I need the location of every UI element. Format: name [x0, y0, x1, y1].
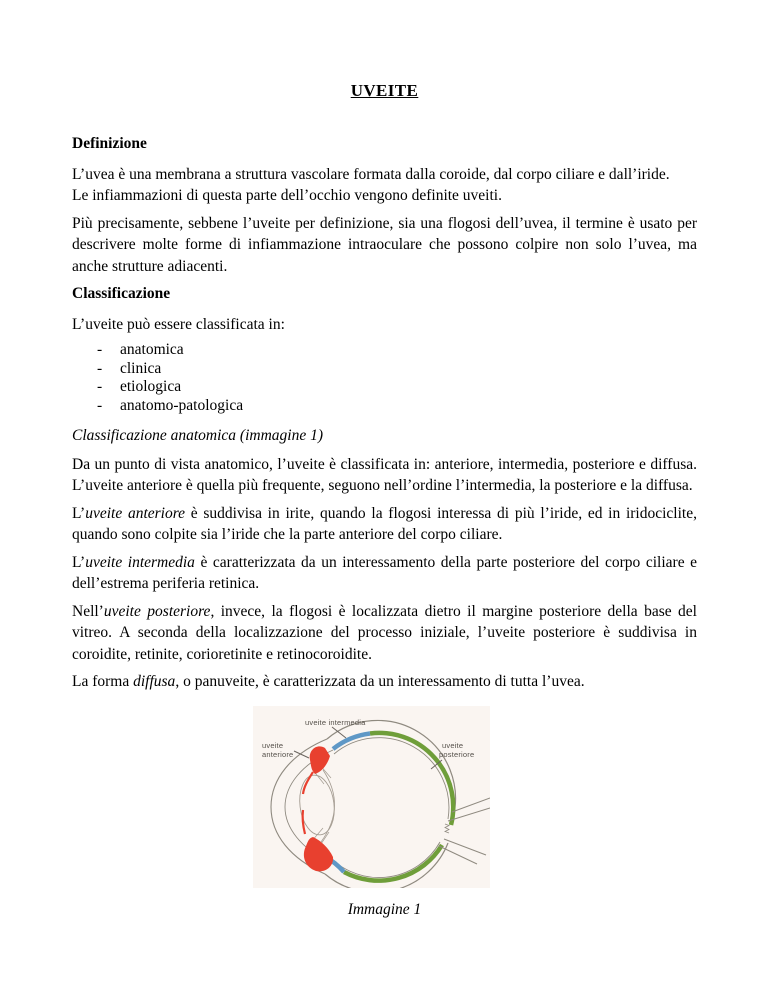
label-uveite-posteriore-line2: posteriore — [439, 749, 475, 759]
list-item-label: clinica — [120, 359, 162, 377]
label-uveite-anteriore-line2: anteriore — [262, 749, 294, 759]
paragraph-uveite-intermedia: L’uveite intermedia è caratterizzata da un interessamento della parte posteriore del corpo ciliare e dell’estrema periferia retinica. — [72, 553, 698, 592]
label-uveite-anteriore-line1: uveite — [262, 740, 284, 750]
vitreous-face — [321, 770, 335, 842]
paragraph-uveite-anteriore: L’uveite anteriore è suddivisa in irite, quando la flogosi interessa di più l’iride, ed in iridociclite, quando sono colpite sia l’iride che la parte anteriore del corpo ciliare. — [72, 504, 697, 543]
list-dash: - — [97, 396, 103, 414]
paragraph-classificazione-intro: L’uveite può essere classificata in: — [72, 315, 285, 333]
heading-classificazione: Classificazione — [72, 285, 171, 302]
paragraph-uveite-posteriore: Nell’uveite posteriore, invece, la flogosi è localizzata dietro il margine posteriore della base del vitreo. A seconda della localizzazione del processo iniziale, l’uveite posteriore è suddivisa in coroidite, retinite, corioretinite e retinocoroidite. — [72, 602, 697, 663]
anterior-uvea-upper-wedge — [310, 746, 330, 774]
list-item — [72, 397, 697, 416]
subheading-classificazione-anatomica: Classificazione anatomica (immagine 1) — [72, 427, 323, 444]
list-item — [72, 360, 697, 379]
list-dash: - — [97, 359, 103, 377]
list-item-label: anatomica — [120, 341, 184, 358]
paragraph-diffusa: La forma diffusa, o panuveite, è caratterizzata da un interessamento di tutta l’uvea. — [72, 673, 585, 690]
leader-line-intermedia — [332, 727, 346, 738]
list-item — [72, 378, 697, 397]
retina-line-top — [334, 737, 449, 818]
anterior-uvea-lower-wedge — [304, 837, 333, 871]
list-dash: - — [97, 341, 103, 358]
anterior-uvea-upper-iris — [303, 772, 313, 794]
figure-caption: Immagine 1 — [347, 900, 422, 918]
heading-definizione: Definizione — [72, 135, 147, 152]
list-dash: - — [97, 378, 103, 395]
paragraph-definizione-1: L’uvea è una membrana a struttura vascolare formata dalla coroide, dal corpo ciliare e dall’iride. Le infiammazioni di questa parte dell’occhio vengono definite uveiti. — [72, 165, 670, 204]
list-item — [72, 341, 697, 360]
label-uveite-posteriore-line1: uveite — [442, 740, 464, 750]
figure-image — [253, 706, 490, 888]
paragraph-anatomica: Da un punto di vista anatomico, l’uveite è classificata in: anteriore, intermedia, posteriore e diffusa. L’uveite anteriore è quella più frequente, seguono nell’ordine l’intermedia, la posteriore e la diffusa. — [72, 455, 697, 494]
eye-diagram — [253, 706, 490, 888]
label-uveite-intermedia: uveite intermedia — [305, 717, 366, 727]
list-item-label: etiologica — [120, 378, 182, 395]
list-item-label: anatomo-patologica — [120, 396, 244, 414]
intermediate-uvea-band-top — [333, 733, 370, 749]
posterior-uvea-band-bottom — [344, 845, 442, 881]
classification-list — [72, 341, 697, 415]
posterior-uvea-band-top — [370, 732, 453, 824]
optic-nerve-notch — [445, 824, 449, 833]
page-title: UVEITE — [350, 81, 419, 100]
paragraph-definizione-2: Più precisamente, sebbene l’uveite per definizione, sia una flogosi dell’uvea, il termine è usato per descrivere molte forme di infiammazione intraoculare che possono colpire non solo l’uvea, ma anche strutture adiacenti. — [72, 214, 697, 275]
